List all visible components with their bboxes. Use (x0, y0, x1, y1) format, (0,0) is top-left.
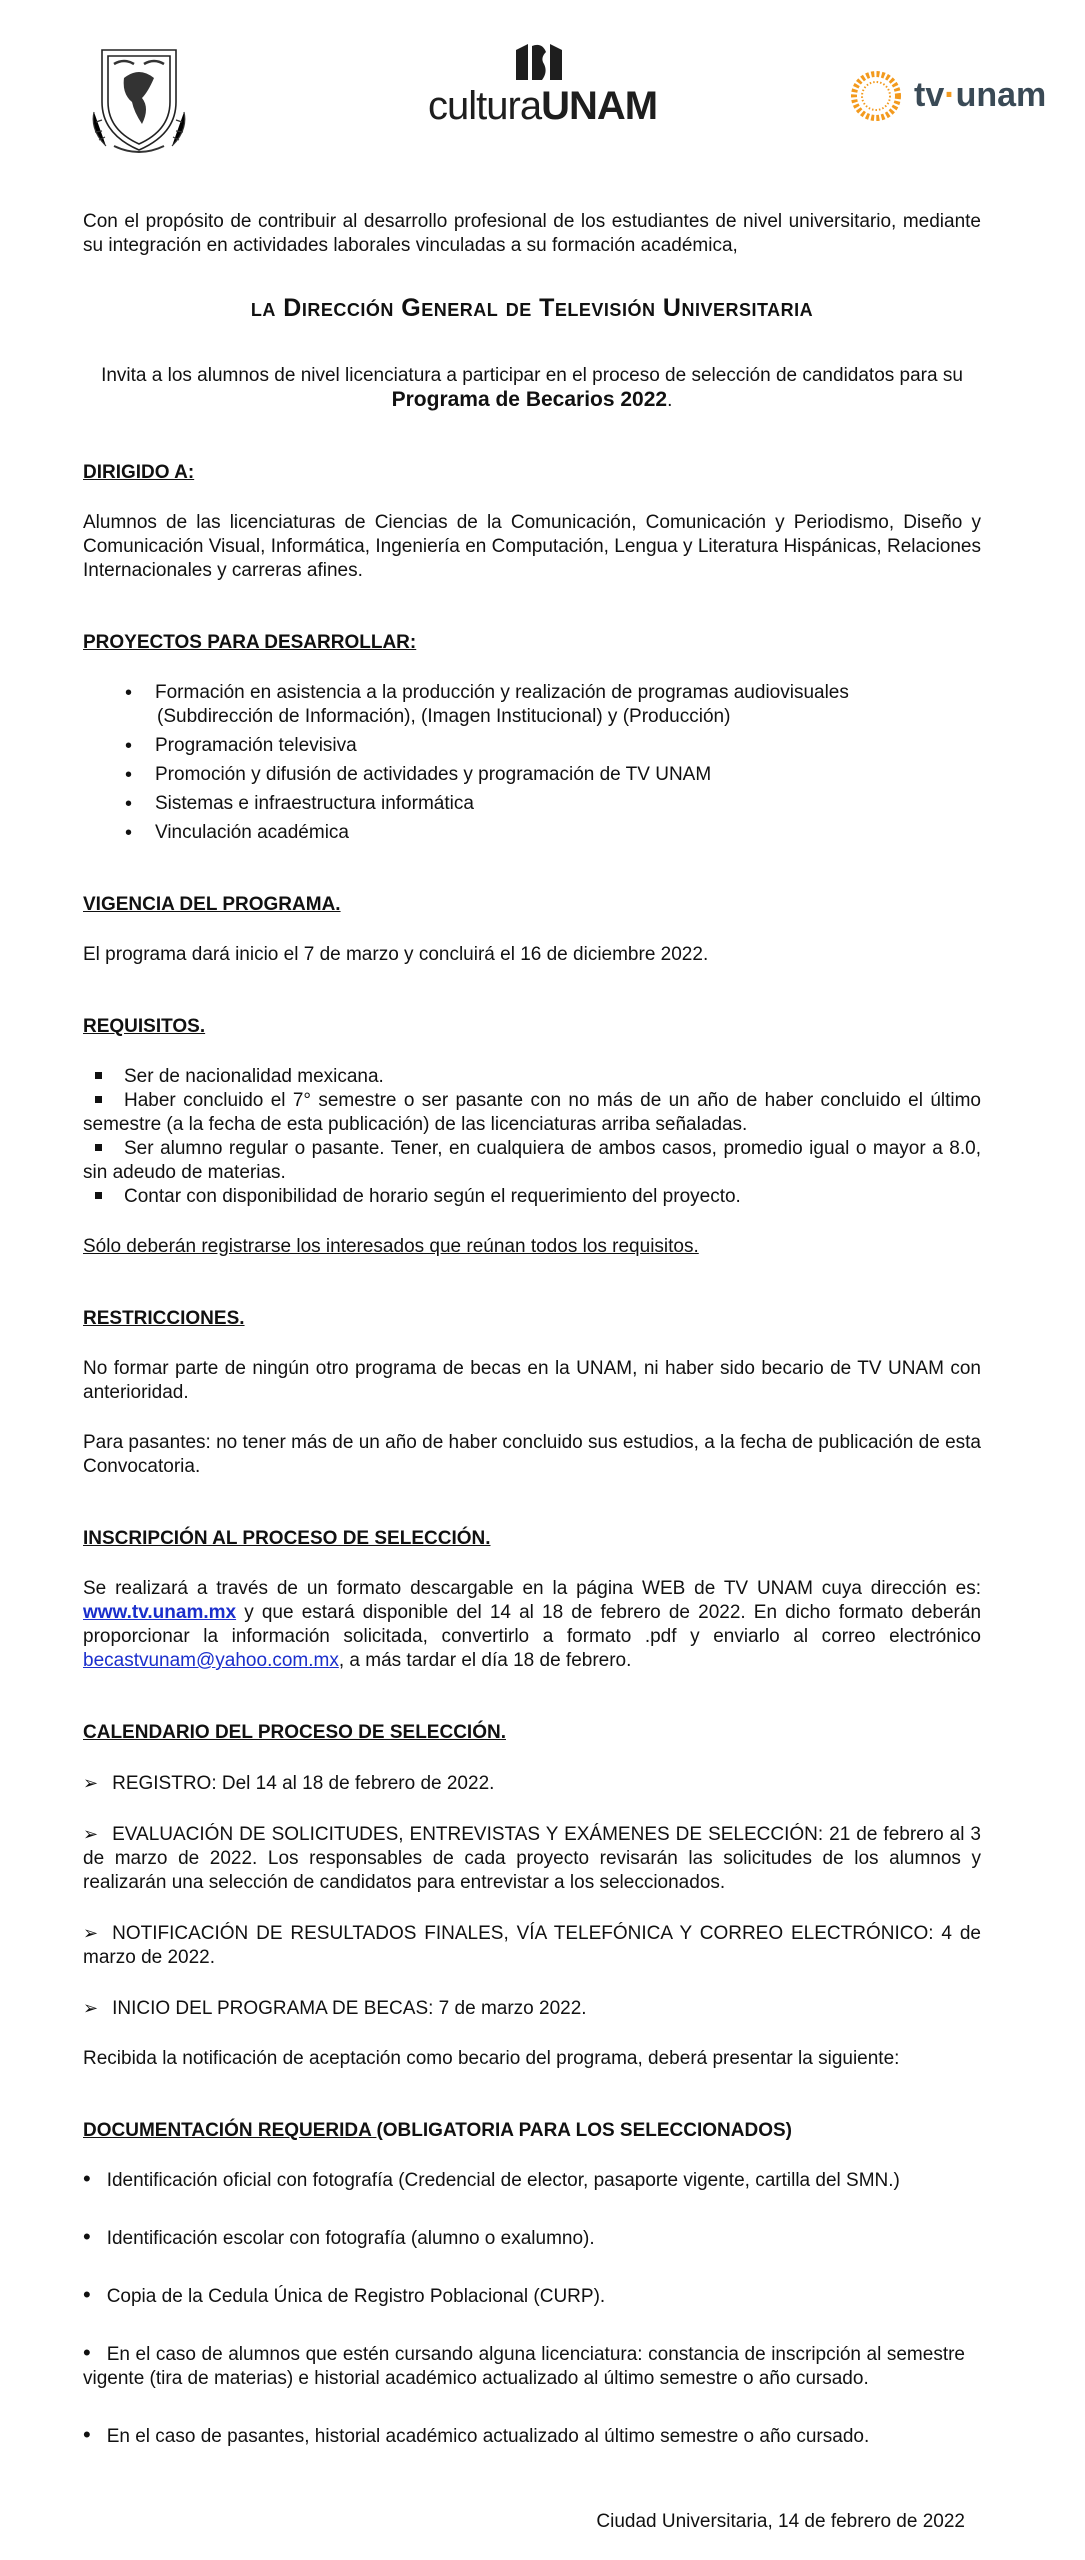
calendario-text: REGISTRO: Del 14 al 18 de febrero de 2022. (112, 1773, 495, 1794)
section-title-dirigido: DIRIGIDO A: (83, 462, 195, 483)
requisitos-note: Sólo deberán registrarse los interesados que reúnan todos los requisitos. (83, 1236, 699, 1257)
tv-unam-url-link[interactable]: www.tv.unam.mx (83, 1602, 237, 1623)
section-title-calendario: CALENDARIO DEL PROCESO DE SELECCIÓN. (83, 1722, 506, 1743)
list-item (83, 1185, 981, 1209)
inscripcion-text-a: Se realizará a través de un formato descargable en la página WEB de TV UNAM cuya dirección es: (83, 1578, 981, 1599)
dirigido-body: Alumnos de las licenciaturas de Ciencias de la Comunicación, Comunicación y Periodismo, Diseño y Comunicación Visual, Informática, Ingeniería en Computación, Lengua y Literatura Hispánicas, Relaciones Internacionales y carreras afines. (83, 512, 981, 581)
program-name: Programa de Becarios 2022 (391, 388, 668, 411)
calendario-text: INICIO DEL PROGRAMA DE BECAS: 7 de marzo 2022. (112, 1998, 587, 2019)
cultura-word: cultura (428, 84, 542, 128)
arrow-bullet-icon: ➢ (83, 1773, 99, 1793)
vigencia-body: El programa dará inicio el 7 de marzo y concluirá el 16 de diciembre 2022. (83, 944, 709, 965)
bullet-icon: • (83, 2282, 91, 2307)
arrow-bullet-icon: ➢ (83, 1998, 99, 2018)
main-heading: la Dirección General de Televisión Universitaria (250, 294, 814, 322)
requisito-text: Ser de nacionalidad mexicana. (124, 1066, 384, 1087)
list-item (83, 2224, 965, 2251)
list-item (83, 1771, 981, 1796)
documentacion-title-underlined: DOCUMENTACIÓN REQUERIDA (83, 2120, 377, 2141)
requisito-text: Contar con disponibilidad de horario según el requerimiento del proyecto. (124, 1186, 741, 1207)
invite-paragraph (83, 364, 981, 413)
proyecto-label: Vinculación académica (155, 822, 349, 843)
section-title-vigencia: VIGENCIA DEL PROGRAMA. (83, 894, 341, 915)
proyecto-label-cont: (Subdirección de Información), (Imagen Institucional) y (Producción) (157, 706, 731, 727)
documento-text: Identificación oficial con fotografía (Credencial de elector, pasaporte vigente, cartilla del SMN.) (106, 2170, 900, 2191)
email-link[interactable]: becastvunam@yahoo.com.mx (83, 1650, 339, 1671)
inscripcion-text-c: , a más tardar el día 18 de febrero. (338, 1650, 632, 1671)
arrow-bullet-icon: ➢ (83, 1923, 99, 1943)
section-title-inscripcion: INSCRIPCIÓN AL PROCESO DE SELECCIÓN. (83, 1528, 491, 1549)
list-item (83, 2422, 965, 2449)
list-item (83, 1137, 981, 1185)
arrow-bullet-icon: ➢ (83, 1824, 99, 1844)
proyecto-label: Formación en asistencia a la producción y realización de programas audiovisuales (155, 682, 849, 703)
calendario-list (83, 1771, 981, 2071)
documentacion-list (83, 2166, 981, 2449)
requisito-text: Haber concluido el 7° semestre o ser pasante con no más de un año de haber concluido el último semestre (a la fecha de esta publicación) de las licenciaturas arriba señaladas. (83, 1090, 981, 1135)
tv-unam-ring-icon (848, 68, 904, 124)
list-item (83, 681, 981, 729)
proyecto-label: Programación televisiva (155, 735, 357, 756)
bullet-icon: • (83, 2422, 91, 2447)
tv-unam-logo (848, 68, 1058, 124)
list-item (83, 1921, 981, 1970)
documento-text: En el caso de alumnos que estén cursando alguna licenciatura: constancia de inscripción al semestre vigente (tira de materias) e historial académico actualizado al último semestre o año cursado. (83, 2344, 965, 2389)
calendario-text: NOTIFICACIÓN DE RESULTADOS FINALES, VÍA TELEFÓNICA Y CORREO ELECTRÓNICO: 4 de marzo de 2022. (83, 1923, 981, 1968)
bullet-icon: • (83, 2340, 91, 2365)
cultura-unam-logo (428, 40, 658, 128)
list-item (83, 734, 981, 758)
section-title-requisitos: REQUISITOS. (83, 1016, 206, 1037)
proyectos-list (83, 681, 981, 845)
intro-paragraph: Con el propósito de contribuir al desarrollo profesional de los estudiantes de nivel universitario, mediante su integración en actividades laborales vinculadas a su formación académica, (83, 211, 981, 256)
list-item (83, 2340, 965, 2391)
documento-text: Copia de la Cedula Única de Registro Poblacional (CURP). (106, 2286, 606, 2307)
bullet-icon: • (83, 2166, 91, 2191)
restricciones-p1: No formar parte de ningún otro programa de becas en la UNAM, ni haber sido becario de TV UNAM con anterioridad. (83, 1358, 981, 1403)
documento-text: En el caso de pasantes, historial académico actualizado al último semestre o año cursado. (106, 2426, 870, 2447)
requisito-text: Ser alumno regular o pasante. Tener, en cualquiera de ambos casos, promedio igual o mayor a 8.0, sin adeudo de materias. (83, 1138, 981, 1183)
list-item (83, 2282, 965, 2309)
square-bullet-icon (95, 1072, 102, 1079)
unam-word-tv: unam (955, 76, 1047, 114)
logo-header (0, 0, 1085, 170)
documentacion-title-rest: (OBLIGATORIA PARA LOS SELECCIONADOS) (376, 2120, 792, 2141)
announcement-body (83, 210, 981, 2449)
list-item (83, 792, 981, 816)
invite-text: Invita a los alumnos de nivel licenciatura a participar en el proceso de selección de candidatos para su (101, 365, 963, 386)
list-item (83, 1822, 981, 1895)
list-item (83, 821, 981, 845)
section-title-proyectos: PROYECTOS PARA DESARROLLAR: (83, 632, 417, 653)
bullet-icon: • (83, 2224, 91, 2249)
inscripcion-body (83, 1577, 981, 1673)
inscripcion-text-b: y que estará disponible del 14 al 18 de febrero de 2022. En dicho formato deberán proporcionar la información solicitada, convertirlo a formato .pdf y enviarlo al correo electrónico (83, 1602, 982, 1647)
list-item (83, 1996, 981, 2021)
section-title-documentacion (83, 2119, 981, 2143)
tv-word: tv (914, 76, 945, 114)
documento-text: Identificación escolar con fotografía (alumno o exalumno). (106, 2228, 595, 2249)
square-bullet-icon (95, 1192, 102, 1199)
cultura-unam-mark-icon (428, 40, 648, 86)
square-bullet-icon (95, 1096, 102, 1103)
proyecto-label: Sistemas e infraestructura informática (155, 793, 474, 814)
restricciones-p2: Para pasantes: no tener más de un año de haber concluido sus estudios, a la fecha de publicación de esta Convocatoria. (83, 1432, 981, 1477)
place-date-footer: Ciudad Universitaria, 14 de febrero de 2022 (596, 2511, 965, 2532)
section-title-restricciones: RESTRICCIONES. (83, 1308, 245, 1329)
unam-word: UNAM (541, 84, 658, 128)
list-item (83, 2166, 965, 2193)
square-bullet-icon (95, 1144, 102, 1151)
list-item (83, 763, 981, 787)
calendario-closing: Recibida la notificación de aceptación como becario del programa, deberá presentar la siguiente: (83, 2048, 900, 2069)
tv-dot: · (944, 76, 956, 114)
proyecto-label: Promoción y difusión de actividades y programación de TV UNAM (155, 764, 712, 785)
requisitos-list (83, 1065, 981, 1209)
invite-end: . (667, 390, 673, 411)
calendario-text: EVALUACIÓN DE SOLICITUDES, ENTREVISTAS Y EXÁMENES DE SELECCIÓN: 21 de febrero al 3 de marzo de 2022. Los responsables de cada proyecto revisarán las solicitudes de los alumnos y realizarán una selección de candidatos para entrevistar a los seleccionados. (83, 1824, 981, 1893)
list-item (83, 1089, 981, 1137)
list-item (83, 1065, 981, 1089)
unam-seal-logo (84, 42, 194, 158)
